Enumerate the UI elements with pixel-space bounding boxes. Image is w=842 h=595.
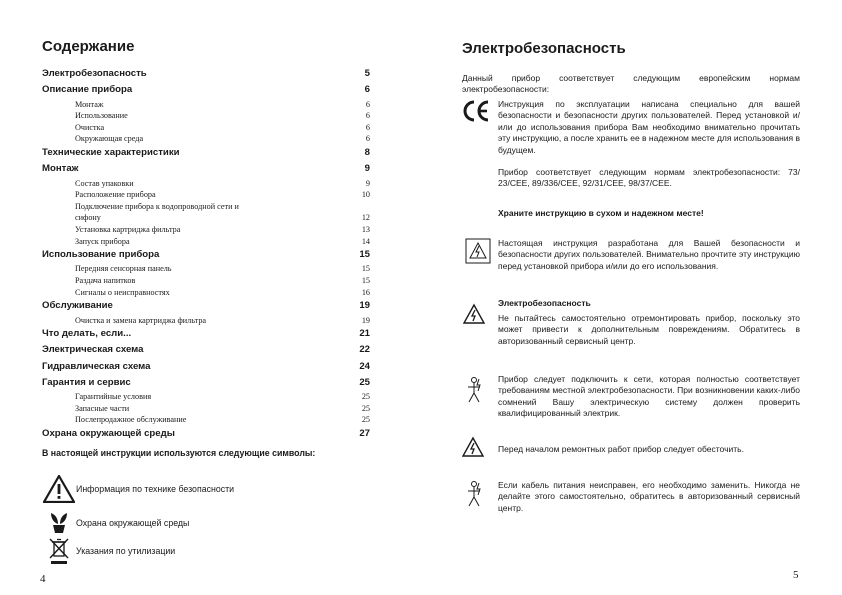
toc-label: Гарантия и сервис: [42, 376, 131, 388]
toc-label: Обслуживание: [42, 300, 113, 312]
toc-subsection: [42, 212, 370, 224]
toc-page-number: 19: [361, 315, 370, 325]
toc-section: [42, 359, 370, 375]
toc-page-number: 15: [361, 276, 370, 286]
toc-subsection: [42, 414, 370, 426]
symbol-row-safety: [42, 474, 234, 504]
toc-label: Окружающая среда: [75, 134, 144, 144]
toc-label: Запуск прибора: [75, 236, 130, 246]
toc-subsection: [42, 263, 370, 275]
keep-instructions-text: Храните инструкцию в сухом и надежном месте!: [498, 208, 704, 218]
environment-icon: [42, 508, 76, 538]
toc-page-number: 14: [361, 236, 370, 246]
toc-label: Использование прибора: [42, 249, 160, 261]
toc-label: Очистка и замена картриджа фильтра: [75, 315, 207, 325]
symbol-label: Указания по утилизации: [76, 546, 176, 556]
connect-text: Прибор следует подключить к сети, которая полностью соответствует требованиям местной электробезопасности. При возникновении каких-либо сомнений Вашу электрическую систему должен проверить квалифицированный электрик.: [498, 374, 800, 419]
toc-section: [42, 375, 370, 391]
toc-page-number: 15: [359, 249, 370, 261]
toc-label: Технические характеристики: [42, 146, 180, 158]
toc-section: [42, 82, 370, 98]
toc-subsection: [42, 287, 370, 299]
toc-label: Монтаж: [75, 99, 104, 109]
cable-text: Если кабель питания неисправен, его необходимо заменить. Никогда не делайте этого самостоятельно, обратитесь в авторизованный сервисный центр.: [498, 480, 800, 513]
toc-label: Электробезопасность: [42, 68, 147, 79]
toc-title: Содержание: [42, 38, 135, 55]
toc-label: Подключение прибора к водопроводной сети и: [75, 201, 239, 211]
toc-section: [42, 342, 370, 358]
symbol-row-disposal: [42, 536, 175, 566]
norms-text: Прибор соответствует следующим нормам электробезопасности: 73/ 23/CEE, 89/336/CEE, 92/31/CEE, 98/37/CEE.: [498, 167, 800, 189]
toc-page-number: 5: [364, 68, 370, 79]
electric-hazard-box-icon: [465, 238, 491, 269]
crossed-bin-icon: [42, 536, 76, 566]
symbol-label: Охрана окружающей среды: [76, 518, 190, 528]
toc-page-number: 9: [365, 178, 370, 188]
toc-label: Очистка: [75, 122, 105, 132]
toc-label: Использование: [75, 111, 128, 121]
toc-section: [42, 145, 370, 161]
toc-page-number: 16: [361, 287, 370, 297]
electro-text: Не пытайтесь самостоятельно отремонтировать прибор, поскольку это может привести к дополнительным повреждениям. Обратитесь в авторизованный сервисный центр.: [498, 313, 800, 346]
toc-page-number: 22: [359, 344, 370, 356]
electric-hazard-icon: [463, 303, 485, 330]
toc-label: Монтаж: [42, 163, 79, 175]
toc-section: [42, 247, 370, 263]
toc-label: Гидравлическая схема: [42, 360, 151, 372]
toc-label: Сигналы о неисправностях: [75, 287, 170, 297]
toc-subsection: [42, 391, 370, 403]
toc-label: Охрана окружающей среды: [42, 428, 175, 440]
toc-label: Что делать, если...: [42, 328, 132, 340]
toc-subsection: [42, 315, 370, 327]
toc-label: Состав упаковки: [75, 178, 134, 188]
toc-page-number: 8: [364, 146, 370, 158]
electro-heading: Электробезопасность: [498, 298, 591, 308]
electrician-icon: [464, 376, 484, 409]
toc-label: Описание прибора: [42, 84, 133, 96]
toc-section: [42, 161, 370, 177]
toc-section: [42, 426, 370, 442]
page-number-left: 4: [40, 573, 46, 585]
toc-label: Запасные части: [75, 403, 130, 413]
symbol-row-environment: [42, 508, 189, 538]
toc-label: Передняя сенсорная панель: [75, 264, 172, 274]
toc-subsection: [42, 275, 370, 287]
toc-page-number: 6: [365, 99, 370, 109]
toc-label: Послепродажное обслуживание: [75, 415, 187, 425]
symbol-label: Информация по технике безопасности: [76, 484, 235, 494]
toc-page-number: 13: [361, 224, 370, 234]
toc-subsection: [42, 99, 370, 111]
toc-label: сифону: [75, 213, 101, 223]
toc-subsection: [42, 189, 370, 201]
electrician-icon: [464, 480, 484, 513]
symbols-heading: В настоящей инструкции используются следующие символы:: [42, 448, 316, 458]
toc-subsection: [42, 201, 370, 213]
toc-page-number: 9: [364, 163, 370, 175]
toc-subsection: [42, 133, 370, 145]
toc-section: [42, 298, 370, 314]
toc-subsection: [42, 236, 370, 248]
toc-label: Гарантийные условия: [75, 392, 152, 402]
toc-page-number: 25: [361, 403, 370, 413]
toc-section: [42, 326, 370, 342]
toc-page-number: 12: [361, 213, 370, 223]
toc-page-number: 6: [364, 84, 370, 96]
toc-page-number: 15: [361, 264, 370, 274]
ce-mark-icon: [461, 100, 491, 127]
toc-page-number: 6: [365, 111, 370, 121]
table-of-contents: [42, 66, 370, 442]
toc-subsection: [42, 110, 370, 122]
ce-text: Инструкция по эксплуатации написана специально для вашей безопасности и безопасности других пользователей. Перед установкой и/или до использования прибора Вам необходимо внимательно прочитать эту инструкцию, а после хранить ее в надежном месте для использования в будущем.: [498, 99, 800, 155]
warning-triangle-icon: [42, 474, 76, 504]
page-number-right: 5: [793, 569, 799, 581]
toc-page-number: 10: [361, 190, 370, 200]
toc-label: Установка картриджа фильтра: [75, 224, 181, 234]
toc-page-number: 25: [361, 415, 370, 425]
toc-page-number: 21: [359, 328, 370, 340]
safety-title: Электробезопасность: [462, 40, 626, 57]
toc-subsection: [42, 403, 370, 415]
toc-subsection: [42, 122, 370, 134]
toc-label: Расположение прибора: [75, 190, 156, 200]
toc-page-number: 6: [365, 122, 370, 132]
safety-box-text: Настоящая инструкция разработана для Вашей безопасности и безопасности других пользователей. Внимательно прочтите эту инструкцию перед установкой прибора и/или до его использования.: [498, 238, 800, 271]
toc-section: [42, 66, 370, 82]
toc-label: Раздача напитков: [75, 276, 136, 286]
electric-hazard-icon: [462, 436, 484, 463]
toc-subsection: [42, 178, 370, 190]
toc-page-number: 6: [365, 134, 370, 144]
toc-label: Электрическая схема: [42, 344, 144, 356]
toc-page-number: 25: [359, 376, 370, 388]
toc-page-number: 24: [359, 360, 370, 372]
toc-page-number: 27: [359, 428, 370, 440]
toc-page-number: 19: [359, 300, 370, 312]
intro-text: Данный прибор соответствует следующим европейским нормам электробезопасности:: [462, 73, 800, 95]
toc-subsection: [42, 224, 370, 236]
disconnect-text: Перед началом ремонтных работ прибор следует обесточить.: [498, 444, 744, 454]
toc-page-number: 25: [361, 392, 370, 402]
